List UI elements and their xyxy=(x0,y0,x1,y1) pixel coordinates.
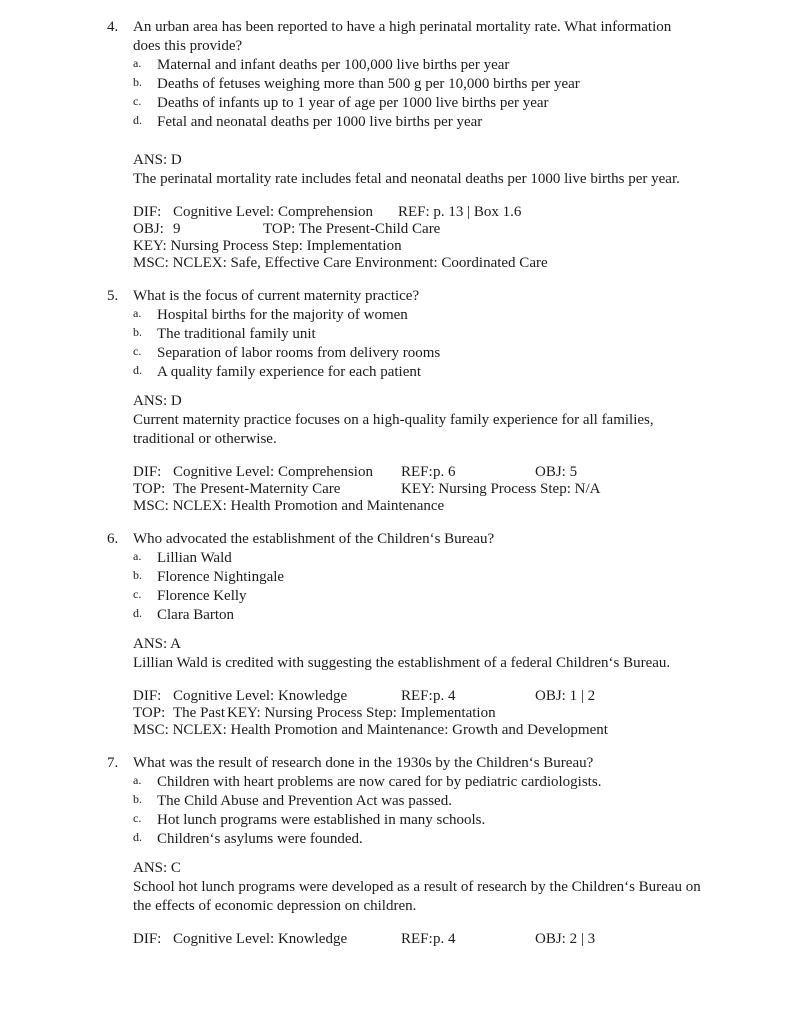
option-letter: a. xyxy=(133,55,142,70)
option-letter: c. xyxy=(133,810,142,825)
option-row xyxy=(133,363,788,382)
metadata-line xyxy=(133,721,788,738)
metadata-segment: TOP: The Present-Child Care xyxy=(263,221,441,237)
option-row xyxy=(133,325,788,344)
metadata-line xyxy=(133,497,788,514)
option-text: Fetal and neonatal deaths per 1000 live births per year xyxy=(157,114,483,130)
question-text xyxy=(133,754,788,773)
options-list xyxy=(133,56,788,132)
option-letter: a. xyxy=(133,305,142,320)
option-letter: a. xyxy=(133,772,142,787)
metadata-segment: Cognitive Level: Knowledge xyxy=(173,931,348,947)
options-list xyxy=(133,549,788,625)
option-text: Florence Kelly xyxy=(157,588,247,604)
metadata-segment: DIF: xyxy=(133,464,162,480)
metadata-segment: DIF: xyxy=(133,688,162,704)
metadata-segment: DIF: xyxy=(133,931,162,947)
rationale-text xyxy=(133,654,788,673)
metadata-segment: OBJ: 2 | 3 xyxy=(535,931,596,947)
option-row xyxy=(133,75,788,94)
metadata-line xyxy=(133,930,788,947)
question-text-line: An urban area has been reported to have a high perinatal mortality rate. What information xyxy=(133,19,672,35)
option-row xyxy=(133,113,788,132)
option-row xyxy=(133,306,788,325)
option-letter: d. xyxy=(133,362,142,377)
option-text: Separation of labor rooms from delivery rooms xyxy=(157,345,441,361)
option-text: Children with heart problems are now cared for by pediatric cardiologists. xyxy=(157,774,602,790)
option-letter: c. xyxy=(133,343,142,358)
option-letter: c. xyxy=(133,586,142,601)
metadata-segment: MSC: NCLEX: Health Promotion and Maintenance xyxy=(133,498,445,514)
rationale-line: The perinatal mortality rate includes fetal and neonatal deaths per 1000 live births per year. xyxy=(133,171,680,187)
rationale-line: the effects of economic depression on children. xyxy=(133,898,417,914)
question-text-line: What is the focus of current maternity practice? xyxy=(133,288,420,304)
option-row xyxy=(133,830,788,849)
option-row xyxy=(133,606,788,625)
options-list xyxy=(133,773,788,849)
metadata-segment: TOP: xyxy=(133,481,166,497)
question-number: 5. xyxy=(107,288,119,304)
option-text: Deaths of fetuses weighing more than 500 g per 10,000 births per year xyxy=(157,76,580,92)
metadata-segment: The Present-Maternity Care xyxy=(173,481,341,497)
metadata-line xyxy=(133,254,788,271)
question-block xyxy=(0,287,788,514)
metadata-line xyxy=(133,463,788,480)
metadata-segment: OBJ: 5 xyxy=(535,464,578,480)
option-row xyxy=(133,587,788,606)
answer-line: ANS: D xyxy=(133,393,182,409)
question-metadata xyxy=(133,930,788,947)
rationale-line: Current maternity practice focuses on a high-quality family experience for all families, xyxy=(133,412,654,428)
metadata-segment: p. 4 xyxy=(433,688,456,704)
metadata-segment: The Past xyxy=(173,705,226,721)
metadata-line xyxy=(133,220,788,237)
option-text: Hospital births for the majority of women xyxy=(157,307,408,323)
option-row xyxy=(133,94,788,113)
option-letter: a. xyxy=(133,548,142,563)
option-text: A quality family experience for each patient xyxy=(157,364,422,380)
answer-line: ANS: D xyxy=(133,152,182,168)
option-row xyxy=(133,56,788,75)
option-letter: d. xyxy=(133,112,142,127)
question-block xyxy=(0,754,788,947)
options-list xyxy=(133,306,788,382)
option-text: The traditional family unit xyxy=(157,326,316,342)
option-letter: b. xyxy=(133,74,142,89)
metadata-line xyxy=(133,203,788,220)
option-text: Florence Nightingale xyxy=(157,569,285,585)
option-letter: b. xyxy=(133,324,142,339)
metadata-segment: 9 xyxy=(173,221,181,237)
option-text: Maternal and infant deaths per 100,000 live births per year xyxy=(157,57,510,73)
question-text-line: What was the result of research done in the 1930s by the Children‘s Bureau? xyxy=(133,755,594,771)
answer-line: ANS: C xyxy=(133,860,181,876)
option-text: Hot lunch programs were established in many schools. xyxy=(157,812,486,828)
metadata-segment: REF: xyxy=(401,931,433,947)
metadata-segment: Cognitive Level: Knowledge xyxy=(173,688,348,704)
metadata-segment: OBJ: xyxy=(133,221,164,237)
option-text: Clara Barton xyxy=(157,607,235,623)
option-row xyxy=(133,792,788,811)
metadata-segment: TOP: xyxy=(133,705,166,721)
metadata-segment: DIF: xyxy=(133,204,162,220)
metadata-segment: OBJ: 1 | 2 xyxy=(535,688,596,704)
question-number: 7. xyxy=(107,755,119,771)
rationale-line: Lillian Wald is credited with suggesting the establishment of a federal Children‘s Bureau. xyxy=(133,655,671,671)
question-number: 4. xyxy=(107,19,119,35)
metadata-line xyxy=(133,687,788,704)
option-row xyxy=(133,773,788,792)
question-text xyxy=(133,287,788,306)
metadata-segment: REF: xyxy=(401,688,433,704)
question-text xyxy=(133,530,788,549)
question-metadata xyxy=(133,687,788,738)
question-text xyxy=(133,18,788,56)
option-letter: d. xyxy=(133,605,142,620)
option-text: The Child Abuse and Prevention Act was passed. xyxy=(157,793,452,809)
option-row xyxy=(133,344,788,363)
rationale-line: School hot lunch programs were developed as a result of research by the Children‘s Bureau on xyxy=(133,879,701,895)
metadata-line xyxy=(133,237,788,254)
question-metadata xyxy=(133,463,788,514)
metadata-segment: Cognitive Level: Comprehension xyxy=(173,464,373,480)
option-letter: b. xyxy=(133,791,142,806)
question-block xyxy=(0,18,788,271)
question-text-line: Who advocated the establishment of the Children‘s Bureau? xyxy=(133,531,495,547)
option-text: Lillian Wald xyxy=(157,550,232,566)
answer-line: ANS: A xyxy=(133,636,181,652)
metadata-segment: Cognitive Level: Comprehension xyxy=(173,204,373,220)
metadata-segment: KEY: Nursing Process Step: N/A xyxy=(401,481,601,497)
option-text: Deaths of infants up to 1 year of age per 1000 live births per year xyxy=(157,95,549,111)
question-text-line: does this provide? xyxy=(133,38,243,54)
metadata-segment: REF: p. 13 | Box 1.6 xyxy=(398,204,522,220)
metadata-segment: KEY: Nursing Process Step: Implementation xyxy=(133,238,402,254)
metadata-segment: REF: xyxy=(401,464,433,480)
question-metadata xyxy=(133,203,788,271)
option-letter: c. xyxy=(133,93,142,108)
option-letter: b. xyxy=(133,567,142,582)
rationale-text xyxy=(133,170,788,189)
metadata-line xyxy=(133,480,788,497)
rationale-text xyxy=(133,411,788,449)
metadata-segment: p. 6 xyxy=(433,464,456,480)
option-row xyxy=(133,811,788,830)
option-row xyxy=(133,549,788,568)
question-block xyxy=(0,530,788,738)
question-number: 6. xyxy=(107,531,119,547)
rationale-text xyxy=(133,878,788,916)
option-row xyxy=(133,568,788,587)
metadata-segment: p. 4 xyxy=(433,931,456,947)
option-letter: d. xyxy=(133,829,142,844)
option-text: Children‘s asylums were founded. xyxy=(157,831,363,847)
metadata-segment: KEY: Nursing Process Step: Implementation xyxy=(227,705,496,721)
metadata-segment: MSC: NCLEX: Health Promotion and Maintenance: Growth and Development xyxy=(133,722,608,738)
rationale-line: traditional or otherwise. xyxy=(133,431,277,447)
metadata-line xyxy=(133,704,788,721)
metadata-segment: MSC: NCLEX: Safe, Effective Care Environment: Coordinated Care xyxy=(133,255,548,271)
